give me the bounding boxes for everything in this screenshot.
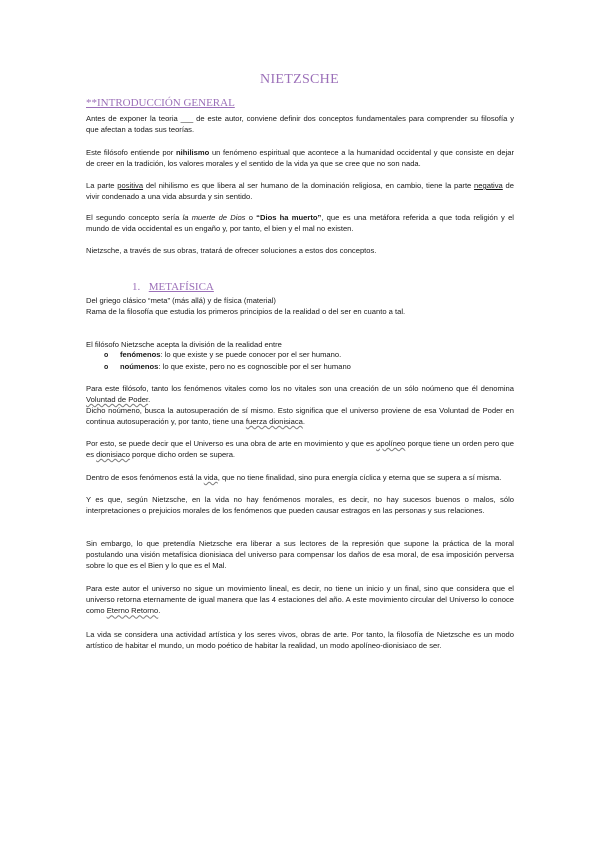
term-negativa: negativa xyxy=(474,181,503,190)
text-span: . xyxy=(148,395,151,405)
intro-heading: **INTRODUCCIÓN GENERAL xyxy=(86,97,235,109)
metafisica-paragraph-9 xyxy=(86,472,514,483)
metafisica-paragraph-10: Y es que, según Nietzsche, en la vida no hay fenómenos morales, es decir, no hay sucesos buenos o malos, sólo interpretaciones o prejuicios morales de los fenómenos que pueden causar estragos en las personas y sus relaciones. xyxy=(86,495,514,516)
text-span: o xyxy=(245,213,257,222)
metafisica-paragraph-12 xyxy=(86,583,514,617)
text-span: porque dicho orden se supera. xyxy=(129,450,236,460)
text-span: . xyxy=(302,417,305,427)
text-span: de vivir condenado a una vida absurda y sin sentido. xyxy=(86,181,514,202)
text-span: Dentro de esos fenómenos está la xyxy=(86,473,204,482)
term-eterno-retorno: Eterno Retorno xyxy=(106,606,159,616)
intro-paragraph-3 xyxy=(86,180,514,202)
text-span: del nihilismo es que libera al ser humano de la dominación religiosa, en cambio, tiene la parte xyxy=(143,181,475,190)
section-number: 1. xyxy=(132,281,141,293)
metafisica-line-1: Del griego clásico “meta” (más allá) y de física (material) xyxy=(86,296,276,305)
intro-paragraph-1: Antes de exponer la teoria ___ de este autor, conviene definir dos conceptos fundamentales para comprender su filosofía y que afectan a todas sus teorías. xyxy=(86,114,514,135)
metafisica-line-2: Rama de la filosofía que estudia los primeros principios de la realidad o del ser en cuanto a tal. xyxy=(86,307,406,316)
metafisica-paragraph-7 xyxy=(86,405,514,427)
metafisica-paragraph-8 xyxy=(86,438,514,460)
page-title: NIETZSCHE xyxy=(260,72,339,87)
section-title: METAFÍSICA xyxy=(148,281,214,293)
bullet-icon: o xyxy=(104,364,109,372)
metafisica-paragraph-6 xyxy=(86,383,514,405)
term-fuerza-dionisiaca: fuerza dionisiaca xyxy=(245,417,303,427)
bullet-text xyxy=(120,361,351,372)
intro-section xyxy=(86,98,514,109)
text-span: : lo que existe, pero no es cognoscible por el ser humano xyxy=(158,362,351,372)
intro-paragraph-4 xyxy=(86,212,514,234)
intro-paragraph-2 xyxy=(86,147,514,169)
bullet-icon: o xyxy=(104,352,109,359)
list-item xyxy=(86,361,514,373)
term-vida: vida xyxy=(203,473,218,482)
term-nihilismo: nihilismo xyxy=(175,148,210,157)
text-span: Para este filósofo, tanto los fenómenos vitales como los no vitales son una creación de un sólo noúmeno que él denomina xyxy=(86,384,514,393)
text-span: El segundo concepto sería xyxy=(86,213,183,222)
text-span: un fenómeno espiritual que acontece a la humanidad occidental y que consiste en dejar de creer en la tradición, los valores morales y el sentido de la vida ya que se cree que no son nada. xyxy=(86,148,514,169)
term-fenomenos: fenómenos xyxy=(120,350,161,359)
bullet-list xyxy=(86,349,514,373)
text-span: La parte xyxy=(86,181,118,190)
text-span: porque tiene un orden pero que es xyxy=(86,439,514,460)
metafisica-paragraph-11: Sin embargo, lo que pretendía Nietzsche era liberar a sus lectores de la represión que supone la práctica de la moral postulando una visión metafísica dionisiaca del universo para compensar los daños de esa moral, de esa imposición perversa sobre lo que es el Bien y lo que es el Mal. xyxy=(86,539,514,571)
text-span: . xyxy=(158,606,161,616)
text-span: , que es una metáfora referida a que toda religión y el mundo de vida occidental es un engaño y, por tanto, el bien y el mal no existen. xyxy=(86,213,514,234)
term-apolineo: apolíneo xyxy=(376,439,406,448)
text-span: Para este autor el universo no sigue un movimiento lineal, es decir, no tiene un inicio y un final, sino que considera que el universo retorna eternamente de igual manera que las 4 estaciones del año. A este movimiento circular del Universo lo conoce como xyxy=(86,584,514,616)
text-span: Este filósofo entiende por xyxy=(86,148,176,157)
bullet-text xyxy=(120,349,341,360)
metafisica-heading xyxy=(132,281,214,293)
metafisica-paragraph-13: La vida se considera una actividad artística y los seres vivos, obras de arte. Por tanto, la filosofía de Nietzsche es un modo artístico de habitar el mundo, un modo poético de habitar la realidad, un modo apolíneo-dionisiaco de ser. xyxy=(86,630,514,651)
term-noumenos: noúmenos xyxy=(120,362,159,372)
term-dionisiaco: dionisiaco xyxy=(96,450,130,460)
text-span: Dicho noúmeno, busca la autosuperación de sí mismo. Esto significa que el universo proviene de esa Voluntad de Poder en continua autosuperación y, por tanto, tiene una xyxy=(86,406,514,427)
intro-paragraph-5: Nietzsche, a través de sus obras, tratará de ofrecer soluciones a estos dos conceptos. xyxy=(86,246,377,255)
term-dios-ha-muerto: “Dios ha muerto” xyxy=(256,213,322,222)
text-span: : lo que existe y se puede conocer por el ser humano. xyxy=(160,350,342,359)
list-item xyxy=(86,349,514,361)
division-paragraph: El filósofo Nietzsche acepta la división de la realidad entre xyxy=(86,340,282,349)
term-voluntad-de-poder: Voluntad de Poder xyxy=(86,395,149,405)
text-span: , que no tiene finalidad, sino pura energía cíclica y eterna que se supera a sí misma. xyxy=(217,473,502,482)
text-span: Por esto, se puede decir que el Universo es una obra de arte en movimiento y que es xyxy=(86,439,377,448)
term-positiva: positiva xyxy=(117,181,144,190)
term-muerte-de-dios: la muerte de Dios xyxy=(182,213,246,222)
